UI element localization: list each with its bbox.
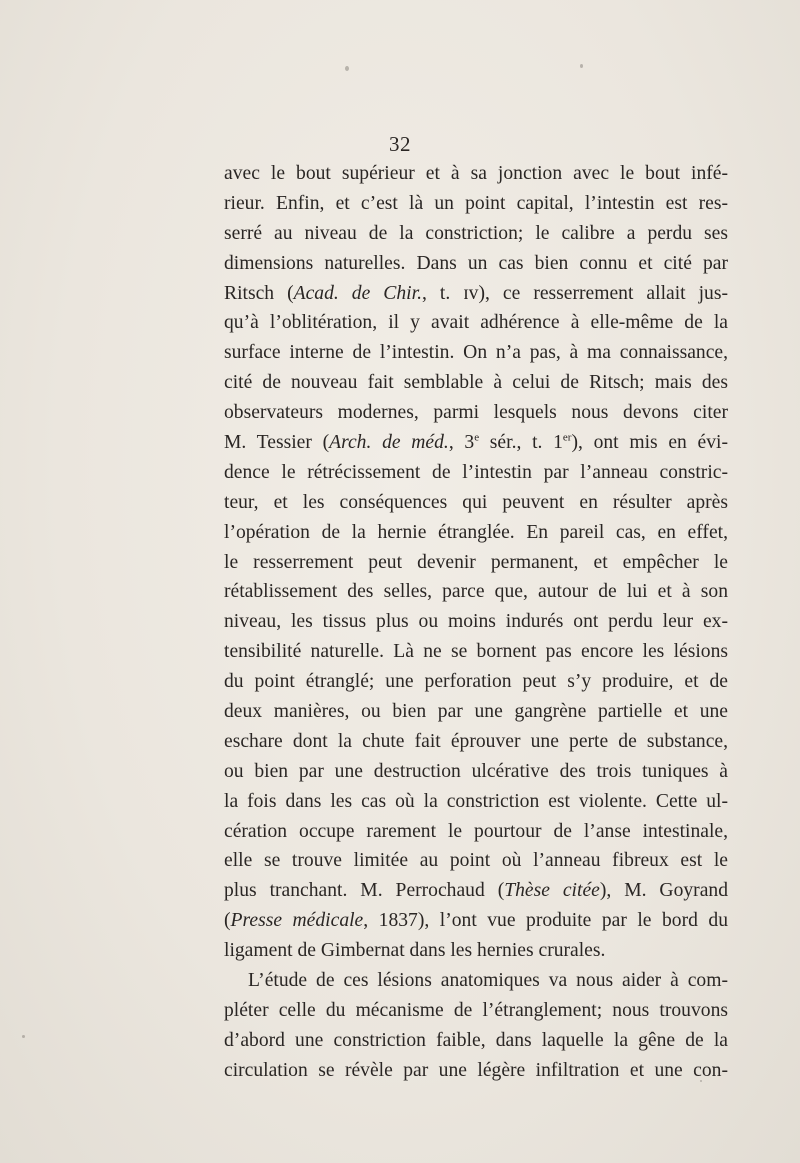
text-line: ou bien par une destruction ulcérative des trois tuniques à	[224, 760, 728, 782]
superscript: e	[474, 431, 480, 444]
paper-speck	[580, 64, 583, 68]
text-line: circulation se révèle par une légère infiltration et une con-	[224, 1059, 728, 1081]
text-line: rieur. Enfin, et c’est là un point capital, l’intestin est res-	[224, 192, 728, 214]
text-line: qu’à l’oblitération, il y avait adhérence à elle-même de la	[224, 312, 728, 334]
text-line: cité de nouveau fait semblable à celui de Ritsch; mais des	[224, 372, 728, 394]
text-run: M. Tessier (	[224, 432, 330, 454]
text-line: tensibilité naturelle. Là ne se bornent pas encore les lésions	[224, 641, 728, 663]
text-run: sér., t. 1	[479, 432, 563, 454]
italic-citation: Presse médicale	[230, 910, 364, 932]
text-line: ligament de Gimbernat dans les hernies crurales.	[224, 940, 606, 962]
page-number: 32	[389, 132, 411, 156]
text-run: , 1837), l’ont vue produite par le bord du	[363, 910, 728, 932]
text-line: avec le bout supérieur et à sa jonction avec le bout infé-	[224, 163, 728, 184]
text-run: (	[224, 910, 231, 932]
text-line: pléter celle du mécanisme de l’étranglement; nous trouvons	[224, 999, 728, 1021]
text-line: du point étranglé; une perforation peut s’y produire, et de	[224, 671, 728, 693]
paper-speck	[22, 1035, 25, 1038]
text-line: surface interne de l’intestin. On n’a pas, à ma connaissance,	[224, 342, 728, 364]
paper-speck	[345, 66, 349, 71]
text-line	[224, 279, 728, 309]
text-line: observateurs modernes, parmi lesquels nous devons citer	[224, 402, 728, 424]
text-line: d’abord une constriction faible, dans laquelle la gêne de la	[224, 1029, 728, 1051]
text-run: ), ont mis en évi-	[571, 432, 728, 454]
body-text	[224, 159, 728, 1086]
italic-citation: Arch. de méd.	[329, 432, 449, 454]
text-line	[224, 428, 728, 458]
text-run: , t. ɪv), ce resserrement allait jus-	[421, 282, 728, 304]
text-run: ), M. Goyrand	[599, 880, 728, 902]
text-line: la fois dans les cas où la constriction est violente. Cette ul-	[224, 790, 728, 812]
text-line: l’opération de la hernie étranglée. En pareil cas, en effet,	[224, 521, 728, 543]
text-line	[224, 876, 728, 906]
text-line: le resserrement peut devenir permanent, et empêcher le	[224, 551, 728, 573]
italic-citation: Acad. de Chir.	[293, 282, 422, 304]
text-line: L’étude de ces lésions anatomiques va nous aider à com-	[248, 970, 728, 992]
text-line: serré au niveau de la constriction; le calibre a perdu ses	[224, 222, 728, 244]
text-line: deux manières, ou bien par une gangrène partielle et une	[224, 701, 728, 723]
text-line: elle se trouve limitée au point où l’anneau fibreux est le	[224, 850, 728, 872]
text-line: teur, et les conséquences qui peuvent en résulter après	[224, 491, 728, 513]
text-line: eschare dont la chute fait éprouver une perte de substance,	[224, 730, 728, 752]
text-run: , 3	[448, 432, 475, 454]
text-line: niveau, les tissus plus ou moins indurés ont perdu leur ex-	[224, 611, 728, 633]
superscript: er	[562, 431, 572, 444]
text-line: rétablissement des selles, parce que, autour de lui et à son	[224, 581, 728, 603]
text-run: plus tranchant. M. Perrochaud (	[224, 880, 505, 902]
text-run: Ritsch (	[224, 282, 294, 304]
text-line: dimensions naturelles. Dans un cas bien connu et cité par	[224, 252, 728, 274]
italic-citation: Thèse citée	[504, 880, 600, 902]
text-line: dence le rétrécissement de l’intestin par l’anneau constric-	[224, 461, 728, 483]
text-line	[224, 906, 728, 936]
text-line: cération occupe rarement le pourtour de l’anse intestinale,	[224, 820, 728, 842]
